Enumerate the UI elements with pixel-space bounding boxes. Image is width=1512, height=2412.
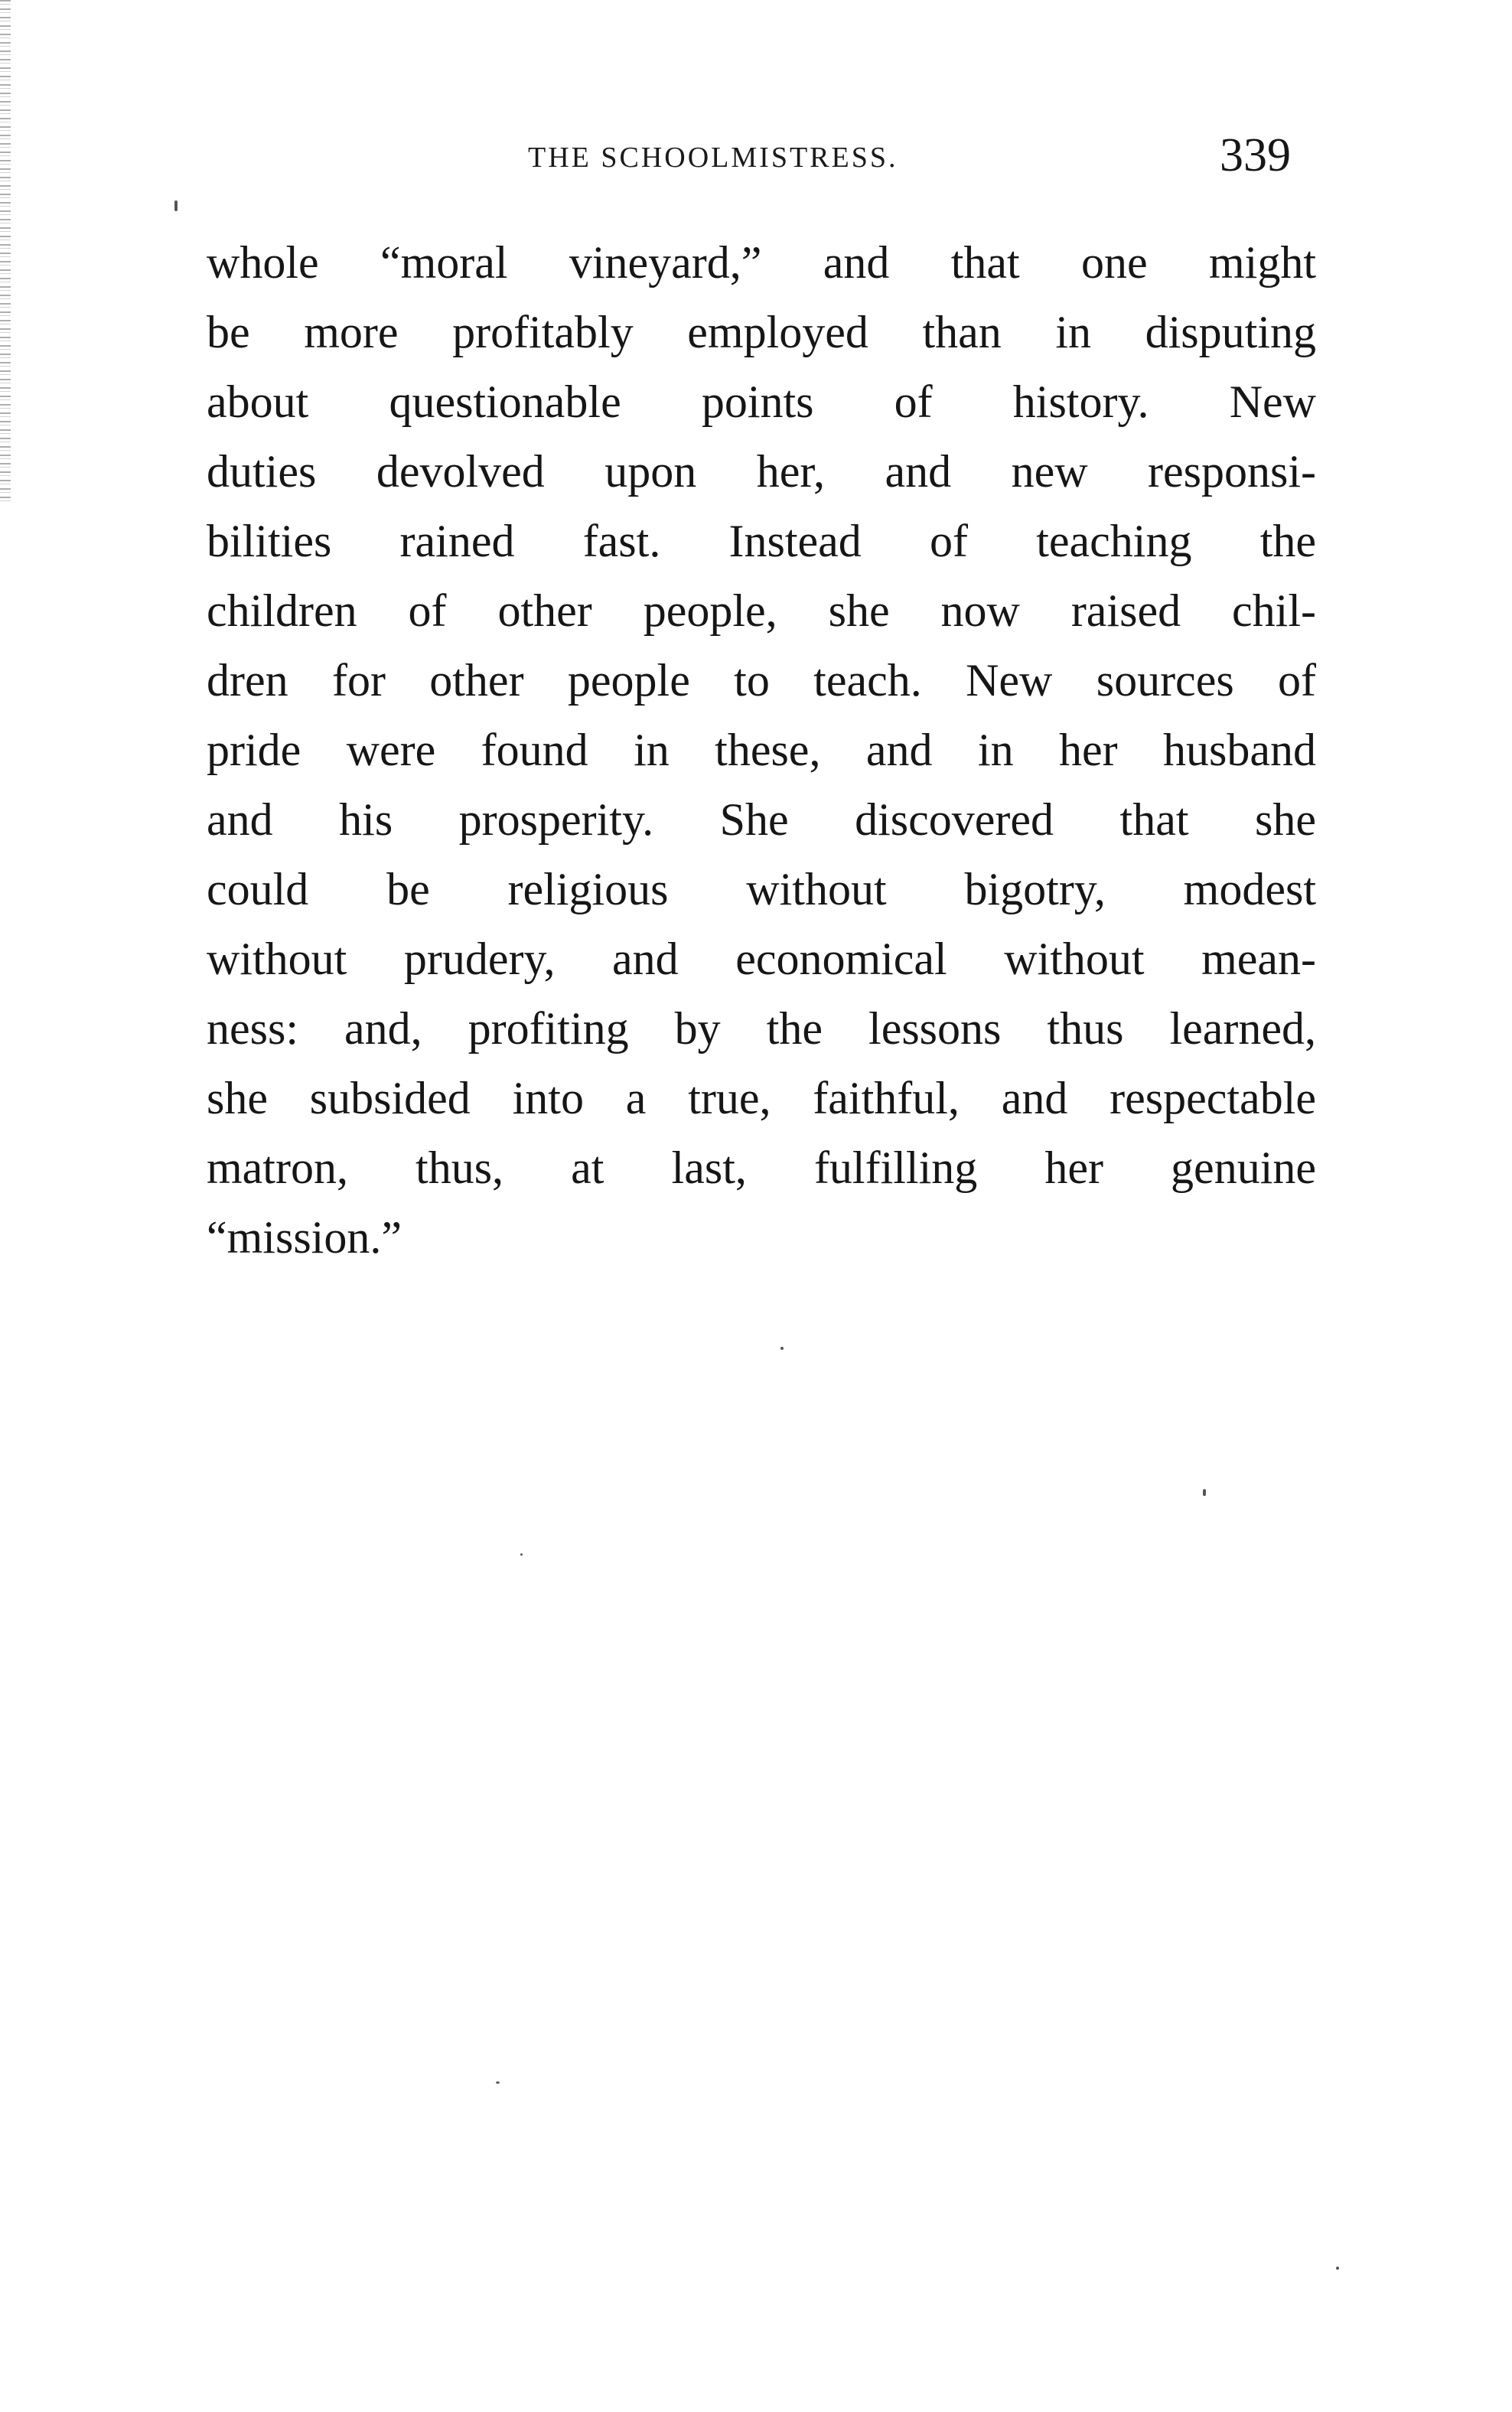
scan-speck bbox=[520, 1553, 523, 1556]
page-number: 339 bbox=[1220, 129, 1291, 181]
text-line: dren for other people to teach. New sources of bbox=[207, 655, 1316, 706]
text-line: ness: and, profiting by the lessons thus learned, bbox=[207, 1003, 1316, 1054]
text-line: could be religious without bigotry, modest bbox=[207, 864, 1316, 914]
text-line: “mission.” bbox=[207, 1212, 402, 1263]
body-text bbox=[207, 228, 1316, 1273]
text-line: about questionable points of history. New bbox=[207, 376, 1316, 427]
running-head bbox=[0, 129, 1512, 190]
text-line: without prudery, and economical without mean- bbox=[207, 934, 1316, 984]
text-line: whole “moral vineyard,” and that one might bbox=[207, 237, 1316, 288]
scan-speck bbox=[780, 1347, 784, 1350]
text-line: be more profitably employed than in disputing bbox=[207, 307, 1316, 357]
text-line: children of other people, she now raised chil- bbox=[207, 585, 1316, 636]
scan-speck bbox=[1203, 1489, 1206, 1496]
text-line: pride were found in these, and in her husband bbox=[207, 725, 1316, 775]
text-line: matron, thus, at last, fulfilling her genuine bbox=[207, 1142, 1316, 1193]
scan-speck bbox=[174, 200, 178, 211]
text-line: and his prosperity. She discovered that she bbox=[207, 794, 1316, 845]
binding-edge bbox=[0, 0, 11, 505]
text-line: she subsided into a true, faithful, and respectable bbox=[207, 1073, 1316, 1123]
scan-speck bbox=[496, 2081, 500, 2084]
text-line: duties devolved upon her, and new responsi- bbox=[207, 446, 1316, 497]
scan-speck bbox=[1336, 2267, 1339, 2270]
running-title: THE SCHOOLMISTRESS. bbox=[528, 142, 898, 174]
text-line: bilities rained fast. Instead of teaching the bbox=[207, 516, 1316, 566]
